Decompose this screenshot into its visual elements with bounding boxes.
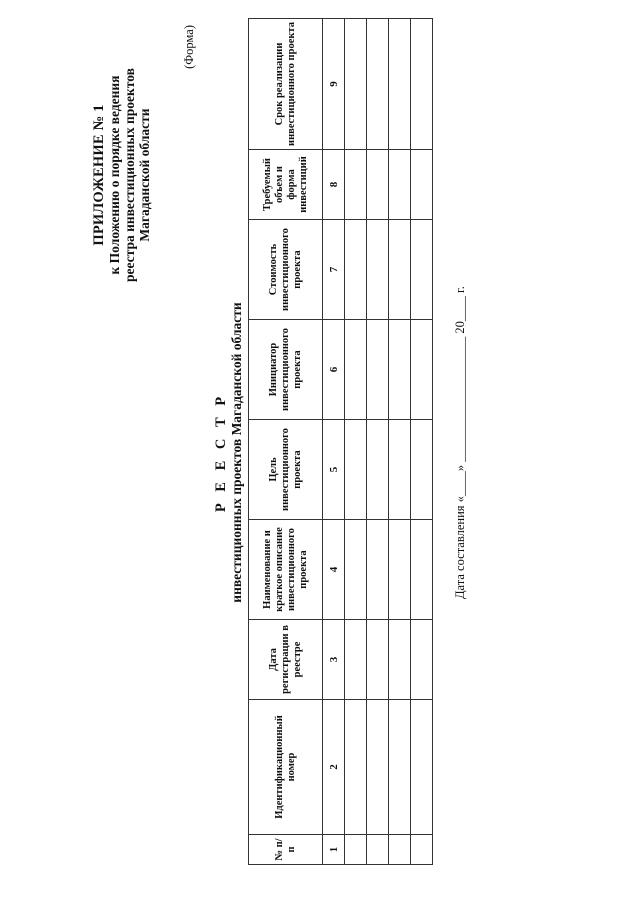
table-cell[interactable] <box>345 320 367 420</box>
column-number: 7 <box>323 220 345 320</box>
register-title: Р Е Е С Т Р <box>213 392 229 513</box>
col-header-goal: Цель инвестиционного проекта <box>249 420 323 520</box>
appendix-line-3: реестра инвестиционных проектов <box>122 68 137 282</box>
table-cell[interactable] <box>389 150 411 220</box>
table-cell[interactable] <box>389 19 411 150</box>
table-cell[interactable] <box>411 520 433 620</box>
table-cell[interactable] <box>411 320 433 420</box>
register-table <box>248 18 433 865</box>
table-cell[interactable] <box>389 620 411 700</box>
table-cell[interactable] <box>411 420 433 520</box>
column-number: 5 <box>323 420 345 520</box>
col-header-investment-volume: Требуемый объем и форма инвестиций <box>249 150 323 220</box>
table-cell[interactable] <box>367 420 389 520</box>
appendix-title: ПРИЛОЖЕНИЕ № 1 <box>91 104 107 246</box>
day-blank[interactable]: ____ <box>453 471 467 497</box>
table-cell[interactable] <box>345 700 367 835</box>
table-cell[interactable] <box>411 19 433 150</box>
appendix-header <box>92 25 152 325</box>
month-blank[interactable]: ____________________ <box>453 333 467 465</box>
col-header-registration-date: Дата регистрации в реестре <box>249 620 323 700</box>
col-header-initiator: Инициатор инвестиционного проекта <box>249 320 323 420</box>
table-cell[interactable] <box>367 220 389 320</box>
table-row <box>367 19 389 865</box>
col-header-id: Идентификационный номер <box>249 700 323 835</box>
column-number: 6 <box>323 320 345 420</box>
table-cell[interactable] <box>345 150 367 220</box>
table-cell[interactable] <box>411 835 433 865</box>
year-prefix: 20 <box>453 321 467 334</box>
appendix-line-2: к Положению о порядке ведения <box>107 75 122 275</box>
table-cell[interactable] <box>411 150 433 220</box>
table-cell[interactable] <box>389 520 411 620</box>
table-cell[interactable] <box>367 150 389 220</box>
column-number: 3 <box>323 620 345 700</box>
table-cell[interactable] <box>345 19 367 150</box>
table-cell[interactable] <box>367 620 389 700</box>
table-cell[interactable] <box>389 220 411 320</box>
table-cell[interactable] <box>411 220 433 320</box>
column-number-row <box>323 19 345 865</box>
compilation-date-line <box>453 286 468 599</box>
col-header-name-description: Наименование и краткое описание инвестиционного проекта <box>249 520 323 620</box>
column-number: 9 <box>323 19 345 150</box>
column-number: 8 <box>323 150 345 220</box>
table-row <box>345 19 367 865</box>
column-number: 2 <box>323 700 345 835</box>
table-cell[interactable] <box>367 700 389 835</box>
col-header-implementation-period: Срок реализации инвестиционного проекта <box>249 19 323 150</box>
table-cell[interactable] <box>345 420 367 520</box>
register-subtitle: инвестиционных проектов Магаданской области <box>229 302 244 603</box>
table-cell[interactable] <box>411 620 433 700</box>
table-cell[interactable] <box>389 835 411 865</box>
year-blank[interactable]: ____ <box>453 292 467 322</box>
date-label: Дата составления « <box>453 496 467 599</box>
table-cell[interactable] <box>345 520 367 620</box>
table-header-row <box>249 19 323 865</box>
table-cell[interactable] <box>345 220 367 320</box>
table-cell[interactable] <box>389 420 411 520</box>
table-cell[interactable] <box>367 320 389 420</box>
table-cell[interactable] <box>367 520 389 620</box>
form-label: (Форма) <box>182 25 196 69</box>
table-row <box>411 19 433 865</box>
table-cell[interactable] <box>345 620 367 700</box>
table-cell[interactable] <box>389 320 411 420</box>
table-cell[interactable] <box>345 835 367 865</box>
col-header-cost: Стоимость инвестиционного проекта <box>249 220 323 320</box>
date-close-quote: » <box>453 464 467 472</box>
column-number: 4 <box>323 520 345 620</box>
column-number: 1 <box>323 835 345 865</box>
table-row <box>389 19 411 865</box>
table-cell[interactable] <box>411 700 433 835</box>
table-cell[interactable] <box>367 835 389 865</box>
table-cell[interactable] <box>367 19 389 150</box>
col-header-number: № п/п <box>249 835 323 865</box>
year-suffix: г. <box>453 286 467 293</box>
appendix-line-4: Магаданской области <box>137 108 152 242</box>
table-cell[interactable] <box>389 700 411 835</box>
